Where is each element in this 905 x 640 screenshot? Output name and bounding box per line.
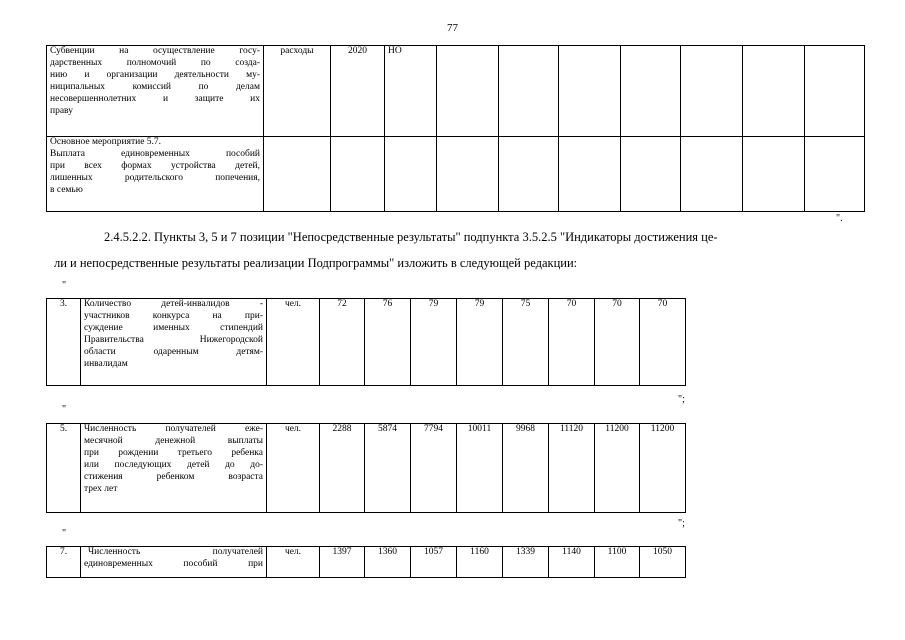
table-row (47, 299, 686, 386)
closing-quote: "; (678, 394, 685, 405)
description-line: праву (50, 105, 73, 116)
table-row (47, 137, 865, 212)
closing-quote: ". (836, 213, 843, 224)
empty-cell (805, 137, 865, 212)
value-cell: 10011 (457, 424, 503, 513)
empty-cell (559, 137, 621, 212)
empty-cell (331, 137, 385, 212)
paragraph-line: ли и непосредственные результаты реализации Подпрограммы" изложить в следующей редакции: (54, 256, 578, 270)
paragraph-line: 2.4.5.2.2. Пункты 3, 5 и 7 позиции "Непосредственные результаты" подпункта 3.5.2.5 "Индикаторы достижения це- (104, 230, 718, 244)
row-description (47, 46, 264, 137)
empty-cell (743, 46, 805, 137)
value-cell: 7794 (411, 424, 457, 513)
empty-cell (805, 46, 865, 137)
item-description (81, 547, 267, 578)
value-cell: 11200 (640, 424, 686, 513)
item-description (81, 299, 267, 386)
value-cell: 1050 (640, 547, 686, 578)
opening-quote: " (62, 280, 67, 291)
description-line: Количество детей-инвалидов - (84, 299, 263, 309)
value-cell: 1100 (595, 547, 640, 578)
value-cell: 5874 (365, 424, 411, 513)
closing-quote: "; (678, 518, 685, 529)
description-line: Субвенции на осуществление госу- (50, 46, 260, 56)
description-line: в семью (50, 184, 83, 195)
row-description (47, 137, 264, 212)
value-cell: 70 (640, 299, 686, 386)
empty-cell (264, 137, 331, 212)
description-line: Правительства Нижегородской (84, 334, 263, 345)
year-cell: 2020 (331, 46, 385, 137)
empty-cell (385, 137, 437, 212)
value-cell: 1057 (411, 547, 457, 578)
value-cell: 70 (549, 299, 595, 386)
unit-cell: чел. (267, 424, 320, 513)
empty-cell (437, 46, 499, 137)
value-cell: 72 (320, 299, 365, 386)
description-line: суждение именных стипендий (84, 322, 263, 333)
description-line: участников конкурса на при- (84, 310, 263, 321)
description-line: области одаренным детям- (84, 346, 263, 357)
description-line: Выплата единовременных пособий (50, 148, 260, 159)
value-cell: 1140 (549, 547, 595, 578)
empty-cell (499, 137, 559, 212)
value-cell: 1397 (320, 547, 365, 578)
description-line: Численность получателей еже- (84, 424, 263, 434)
empty-cell (559, 46, 621, 137)
value-cell: 11200 (595, 424, 640, 513)
table-row (47, 46, 865, 137)
item-number: 7. (47, 547, 81, 578)
value-cell: 11120 (549, 424, 595, 513)
value-cell: 79 (457, 299, 503, 386)
description-line: ниципальных комиссий по делам (50, 81, 260, 92)
unit-cell: чел. (267, 299, 320, 386)
indicator-table-item-7 (46, 546, 686, 578)
empty-cell (621, 46, 681, 137)
value-cell: 76 (365, 299, 411, 386)
description-line: при всех формах устройства детей, (50, 160, 260, 171)
value-cell: 1160 (457, 547, 503, 578)
description-line: Численность получателей (88, 547, 263, 557)
value-cell: 1339 (503, 547, 549, 578)
indicator-table-item-3 (46, 298, 686, 386)
table-row (47, 424, 686, 513)
value-cell: 2288 (320, 424, 365, 513)
description-line: инвалидам (84, 358, 128, 369)
opening-quote: " (62, 528, 67, 539)
description-line: Основное мероприятие 5.7. (50, 137, 162, 147)
value-cell: 1360 (365, 547, 411, 578)
value-cell: 79 (411, 299, 457, 386)
item-number: 3. (47, 299, 81, 386)
empty-cell (499, 46, 559, 137)
item-description (81, 424, 267, 513)
description-line: нию и организации деятельности му- (50, 69, 260, 80)
empty-cell (681, 137, 743, 212)
description-line: несовершеннолетних и защите их (50, 93, 260, 104)
code-cell: НО (385, 46, 437, 137)
empty-cell (681, 46, 743, 137)
value-cell: 75 (503, 299, 549, 386)
description-line: единовременных пособий при (84, 558, 263, 569)
table-row (47, 547, 686, 578)
description-line: или последующих детей до до- (84, 459, 263, 470)
description-line: стижения ребенком возраста (84, 471, 263, 482)
description-line: трех лет (84, 483, 118, 494)
item-number: 5. (47, 424, 81, 513)
unit-cell: чел. (267, 547, 320, 578)
empty-cell (437, 137, 499, 212)
value-cell: 70 (595, 299, 640, 386)
description-line: дарственных полномочий по созда- (50, 57, 260, 68)
page-number: 77 (447, 22, 458, 34)
expense-type-cell: расходы (264, 46, 331, 137)
description-line: при рождении третьего ребенка (84, 447, 263, 458)
value-cell: 9968 (503, 424, 549, 513)
empty-cell (743, 137, 805, 212)
subsidy-table (46, 45, 865, 212)
description-line: лишенных родительского попечения, (50, 172, 260, 183)
indicator-table-item-5 (46, 423, 686, 513)
description-line: месячной денежной выплаты (84, 435, 263, 446)
empty-cell (621, 137, 681, 212)
opening-quote: " (62, 404, 67, 415)
